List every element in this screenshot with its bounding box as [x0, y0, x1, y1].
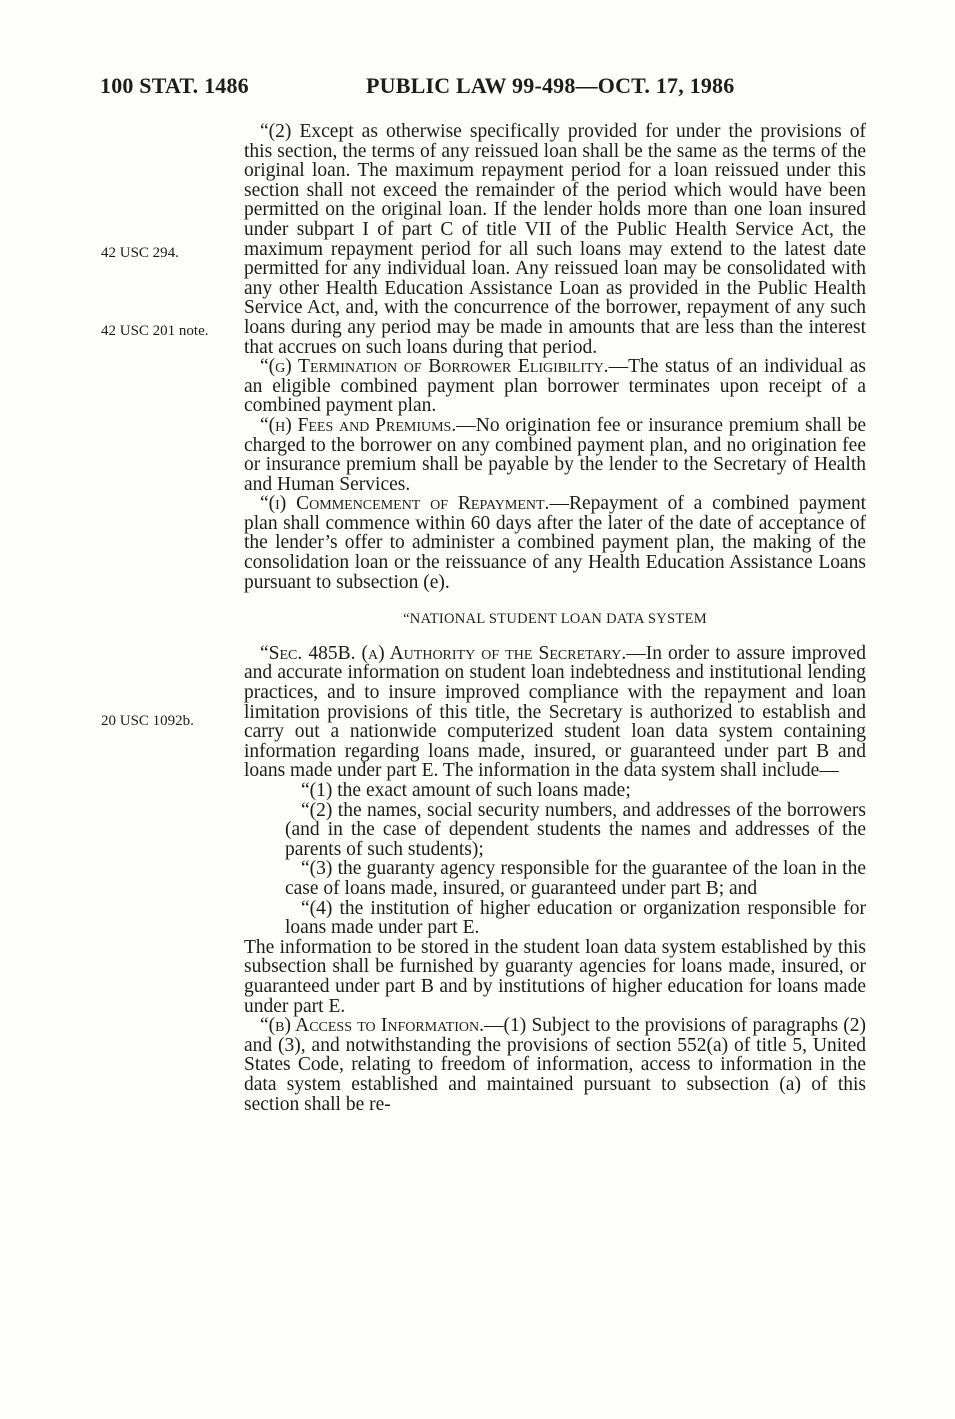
subsection-h: [244, 416, 866, 494]
paragraph-2: “(2) Except as otherwise specifically provided for under the provisions of this section, the terms of any reissued loan shall be the same as the terms of the original loan. The maximum repayment period for a loan reissued under this section shall not exceed the remainder of the period which would have been permitted on the original loan. If the lender holds more than one loan insured under subpart I of part C of title VII of the Public Health Service Act, the maximum repayment period for all such loans may extend to the latest date permitted for any individual loan. Any reissued loan may be consolidated with any other Health Education Assistance Loan as provided in the Public Health Service Act, and, with the concurrence of the borrower, repayment of any such loans during any period may be made in amounts that are less than the interest that accrues on such loans during that period.: [244, 121, 866, 358]
subsection-h-heading: “(h) Fees and Premiums.: [260, 414, 457, 436]
subsection-g: [244, 357, 866, 416]
stat-citation: 100 STAT. 1486: [100, 73, 249, 98]
section-485b-a: [244, 644, 866, 781]
section-485b-a-heading: “Sec. 485B. (a) Authority of the Secretary.: [260, 642, 627, 664]
margin-note-42-usc-294: 42 USC 294.: [101, 245, 179, 261]
document-body: [244, 122, 866, 1114]
subsection-b-heading: “(b) Access to Information.: [260, 1015, 484, 1037]
list-item-3: “(3) the guaranty agency responsible for the guarantee of the loan in the case of loans made, insured, or guaranteed under part B; and: [285, 858, 866, 899]
list-item-2: “(2) the names, social security numbers, and addresses of the borrowers (and in the case of dependent students the names and addresses of the parents of such students);: [285, 799, 866, 860]
list-item-1: “(1) the exact amount of such loans made;: [301, 780, 631, 801]
subsection-b: [244, 1016, 866, 1114]
subsection-h-text: —No origination fee or insurance premium shall be charged to the borrower on any combined payment plan, and no origination fee or insurance premium shall be payable by the lender to the Secretary of Health and Human Services.: [244, 414, 866, 495]
subsection-g-heading: “(g) Termination of Borrower Eligibility.: [260, 356, 609, 378]
subsection-i-heading: “(i) Commencement of Repayment.: [260, 493, 550, 515]
margin-note-20-usc-1092b: 20 USC 1092b.: [101, 713, 194, 729]
subsection-g-text: —The status of an individual as an eligible combined payment plan borrower terminates upon receipt of a combined payment plan.: [244, 356, 867, 417]
margin-note-42-usc-201-note: 42 USC 201 note.: [101, 323, 209, 339]
subsection-b-text: —(1) Subject to the provisions of paragraphs (2) and (3), and notwithstanding the provisions of section 552(a) of title 5, United States Code, relating to freedom of information, access to information in the data system established and maintained pursuant to subsection (a) of this section shall be re-: [244, 1015, 866, 1115]
page-header: [100, 73, 870, 103]
public-law-title: PUBLIC LAW 99-498—OCT. 17, 1986: [366, 73, 735, 98]
subsection-i: [244, 494, 866, 592]
section-heading: “NATIONAL STUDENT LOAN DATA SYSTEM: [403, 611, 707, 628]
section-485b-a-text: —In order to assure improved and accurate information on student loan indebtedness and institutional lending practices, and to insure improved compliance with the repayment and loan limitation provisions of this title, the Secretary is authorized to establish and carry out a nationwide computerized student loan data system containing information regarding loans made, insured, or guaranteed under part B and loans made under part E. The information in the data system shall include—: [244, 642, 866, 782]
subsection-i-text: —Repayment of a combined payment plan shall commence within 60 days after the later of the date of acceptance of the lender’s offer to administer a combined payment plan, the making of the consolidation loan or the reissuance of any Health Education Assistance Loans pursuant to subsection (e).: [244, 493, 866, 593]
after-items-paragraph: The information to be stored in the student loan data system established by this subsection shall be furnished by guaranty agencies for loans made, insured, or guaranteed under part B and by institutions of higher education for loans made under part E.: [244, 936, 866, 1017]
list-item-4: “(4) the institution of higher education or organization responsible for loans made under part E.: [285, 897, 866, 939]
